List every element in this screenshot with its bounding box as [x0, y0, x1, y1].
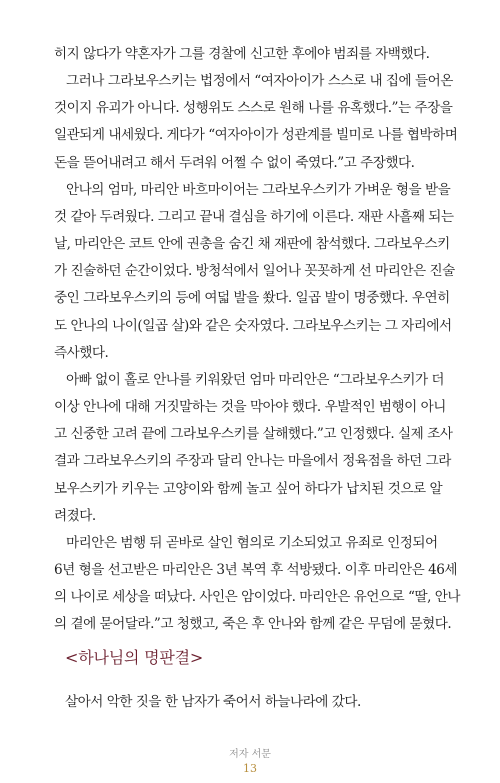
- paragraph-2: 그러나 그라보우스키는 법정에서 “여자아이가 스스로 내 집에 들어온 것이지 유괴가 아니다. 성행위도 스스로 원해 나를 유혹했다.”는 주장을 일관되게 내세웠다. 게다가 “여자아이가 성관계를 빌미로 나를 협박하며 돈을 뜯어내려고 해서 두려워 어쩔 수 없이 죽였다.”고 주장했다.: [54, 73, 458, 171]
- paragraph-5: 마리안은 범행 뒤 곧바로 살인 혐의로 기소되었고 유죄로 인정되어 6년 형을 선고받은 마리안은 3년 복역 후 석방됐다. 이후 마리안은 46세 의 나이로 세상을 떠났다. 사인은 암이었다. 마리안은 유언으로 “딸, 안나 의 곁에 묻어달라.”고 청했고, 죽은 후 안나와 함께 같은 무덤에 묻혔다.: [54, 534, 460, 633]
- paragraph-3: 안나의 엄마, 마리안 바흐마이어는 그라보우스키가 가벼운 형을 받을 것 같아 두려웠다. 그리고 끝내 결심을 하기에 이른다. 재판 사흘째 되는 날, 마리안은 코트 안에 권총을 숨긴 채 재판에 참석했다. 그라보우스키 가 진술하던 순간이었다. 방청석에서 일어나 꼿꼿하게 선 마리안은 진술 중인 그라보우스키의 등에 여덟 발을 쐈다. 일곱 발이 명중했다. 우연히 도 안나의 나이(일곱 살)와 같은 숫자였다. 그라보우스키는 그 자리에서 즉사했다.: [54, 181, 455, 361]
- paragraph-1: 히지 않다가 약혼자가 그를 경찰에 신고한 후에야 범죄를 자백했다.: [54, 46, 430, 62]
- page-footer: [0, 748, 500, 776]
- body-text: [54, 41, 460, 638]
- paragraph-4: 아빠 없이 홀로 안나를 키워왔던 엄마 마리안은 “그라보우스키가 더 이상 안나에 대해 거짓말하는 것을 막아야 했다. 우발적인 범행이 아니 고 신중한 고려 끝에 그라보우스키를 살해했다.”고 인정했다. 실제 조사 결과 그라보우스키의 주장과 달리 안나는 마을에서 정육점을 하던 그라 보우스키가 키우는 고양이와 함께 놀고 싶어 하다가 납치된 것으로 알 려졌다.: [54, 371, 453, 524]
- page-number: 13: [243, 762, 257, 775]
- footer-title: 저자 서문: [229, 749, 271, 760]
- section-heading: <하나님의 명판결>: [65, 648, 204, 667]
- closing-line: 살아서 악한 짓을 한 남자가 죽어서 하늘나라에 갔다.: [65, 694, 361, 710]
